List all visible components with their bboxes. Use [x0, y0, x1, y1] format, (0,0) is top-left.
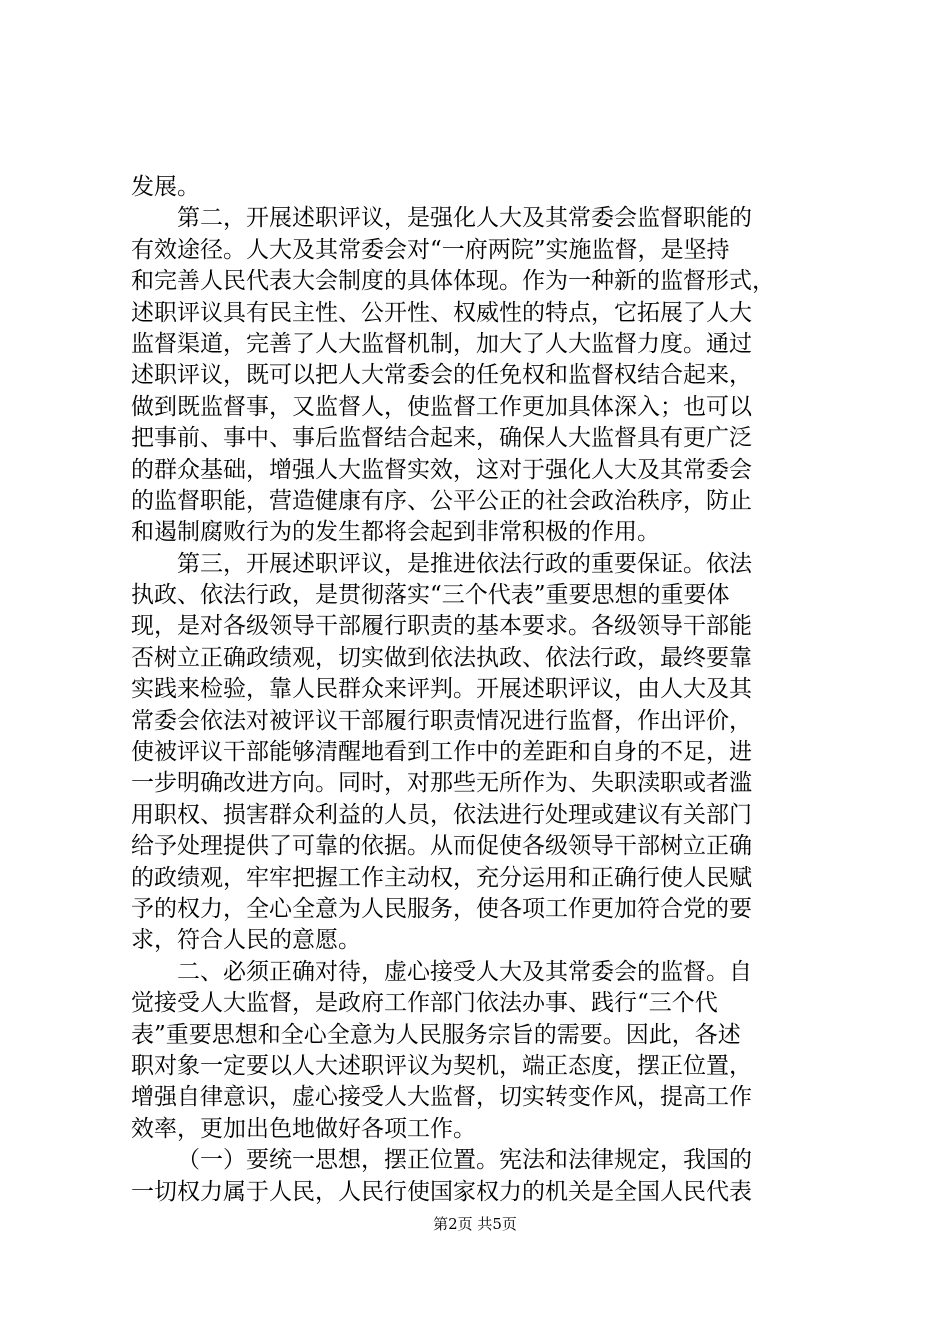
text-line: 第三，开展述职评议，是推进依法行政的重要保证。依法: [177, 550, 752, 577]
text-line: 和完善人民代表大会制度的具体体现。作为一种新的监督形式，: [131, 268, 775, 295]
text-line: 发展。: [131, 174, 200, 200]
text-line: 一切权力属于人民，人民行使国家权力的机关是全国人民代表: [131, 1178, 752, 1205]
text-line: 常委会依法对被评议干部履行职责情况进行监督，作出评价，: [131, 707, 752, 734]
text-line: 职对象一定要以人大述职评议为契机，端正态度，摆正位置，: [131, 1052, 752, 1079]
text-line: 现，是对各级领导干部履行职责的基本要求。各级领导干部能: [131, 613, 752, 640]
text-line: 增强自律意识，虚心接受人大监督，切实转变作风，提高工作: [131, 1084, 752, 1111]
text-line: 否树立正确政绩观，切实做到依法执政、依法行政，最终要靠: [131, 644, 752, 671]
text-line: 把事前、事中、事后监督结合起来，确保人大监督具有更广泛: [131, 425, 752, 452]
text-line: 表”重要思想和全心全意为人民服务宗旨的需要。因此，各述: [131, 1021, 741, 1048]
text-line: 监督渠道，完善了人大监督机制，加大了人大监督力度。通过: [131, 330, 752, 357]
text-line: 用职权、损害群众利益的人员，依法进行处理或建议有关部门: [131, 801, 752, 828]
text-line: 予的权力，全心全意为人民服务，使各项工作更加符合党的要: [131, 895, 752, 922]
text-line: 实践来检验，靠人民群众来评判。开展述职评议，由人大及其: [131, 676, 752, 703]
text-line: 第二，开展述职评议，是强化人大及其常委会监督职能的: [177, 205, 752, 232]
text-line: 述职评议具有民主性、公开性、权威性的特点，它拓展了人大: [131, 299, 752, 326]
text-line: 的监督职能，营造健康有序、公平公正的社会政治秩序，防止: [131, 487, 752, 514]
text-line: 一步明确改进方向。同时，对那些无所作为、失职渎职或者滥: [131, 770, 752, 797]
page-footer: 第2页 共5页: [433, 1215, 517, 1233]
text-line: 述职评议，既可以把人大常委会的任免权和监督权结合起来，: [131, 362, 752, 389]
text-line: 二、必须正确对待，虚心接受人大及其常委会的监督。自: [177, 958, 752, 985]
text-line: 有效途径。人大及其常委会对“一府两院”实施监督，是坚持: [131, 236, 730, 263]
text-line: 做到既监督事，又监督人，使监督工作更加具体深入；也可以: [131, 393, 752, 420]
text-line: 的政绩观，牢牢把握工作主动权，充分运用和正确行使人民赋: [131, 864, 752, 891]
text-line: （一）要统一思想，摆正位置。宪法和法律规定，我国的: [177, 1147, 752, 1174]
text-line: 和遏制腐败行为的发生都将会起到非常积极的作用。: [131, 519, 660, 546]
text-line: 求，符合人民的意愿。: [131, 927, 361, 954]
document-body: [131, 172, 831, 1208]
text-line: 给予处理提供了可靠的依据。从而促使各级领导干部树立正确: [131, 833, 752, 860]
text-line: 觉接受人大监督，是政府工作部门依法办事、践行“三个代: [131, 990, 718, 1017]
text-line: 效率，更加出色地做好各项工作。: [131, 1115, 476, 1142]
text-line: 执政、依法行政，是贯彻落实“三个代表”重要思想的重要体: [131, 582, 730, 609]
text-line: 使被评议干部能够清醒地看到工作中的差距和自身的不足，进: [131, 739, 752, 766]
text-line: 的群众基础，增强人大监督实效，这对于强化人大及其常委会: [131, 456, 752, 483]
